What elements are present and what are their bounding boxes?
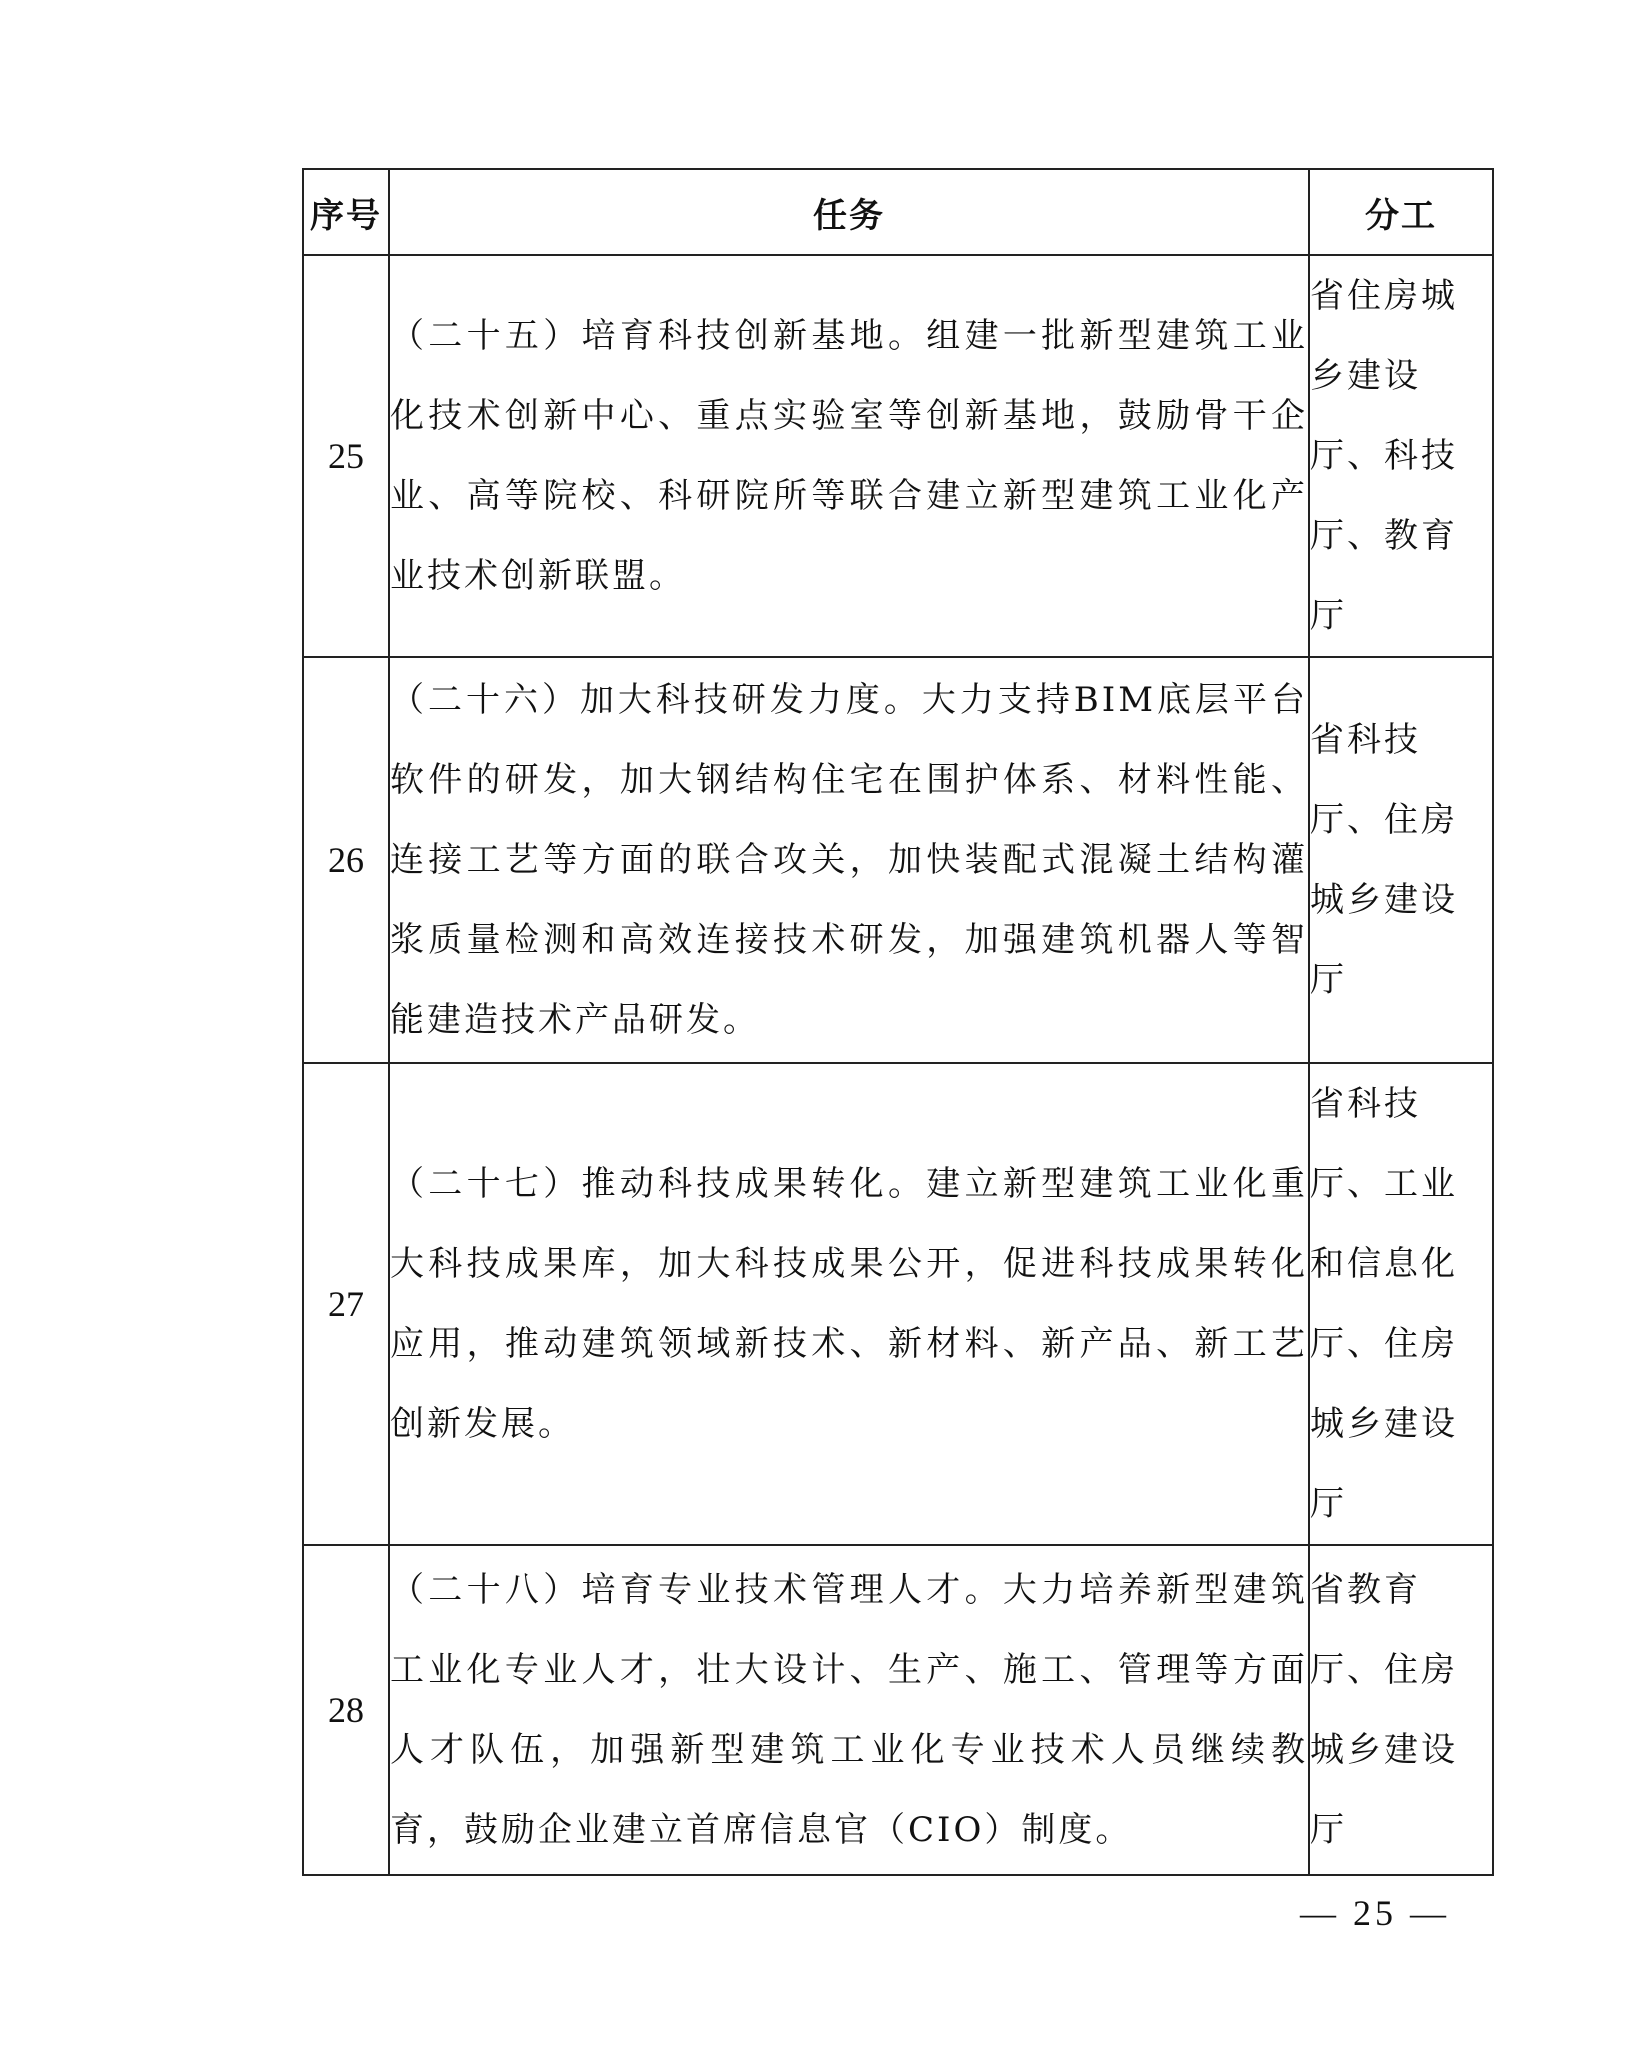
header-number: 序号 bbox=[303, 169, 389, 255]
row-task: （二十八）培育专业技术管理人才。大力培养新型建筑工业化专业人才，壮大设计、生产、施工、管理等方面人才队伍，加强新型建筑工业化专业技术人员继续教育，鼓励企业建立首席信息官（CIO）制度。 bbox=[389, 1545, 1309, 1875]
table-row bbox=[303, 1063, 1493, 1545]
table-row bbox=[303, 657, 1493, 1063]
page-number: — 25 — bbox=[1300, 1893, 1450, 1933]
header-division: 分工 bbox=[1309, 169, 1493, 255]
row-task: （二十五）培育科技创新基地。组建一批新型建筑工业化技术创新中心、重点实验室等创新基地，鼓励骨干企业、高等院校、科研院所等联合建立新型建筑工业化产业技术创新联盟。 bbox=[389, 255, 1309, 657]
row-number: 27 bbox=[303, 1063, 389, 1545]
row-number: 28 bbox=[303, 1545, 389, 1875]
row-task: （二十七）推动科技成果转化。建立新型建筑工业化重大科技成果库，加大科技成果公开，促进科技成果转化应用，推动建筑领域新技术、新材料、新产品、新工艺创新发展。 bbox=[389, 1063, 1309, 1545]
table-header-row bbox=[303, 169, 1493, 255]
task-division-table bbox=[302, 168, 1494, 1876]
row-division: 省住房城乡建设厅、科技厅、教育厅 bbox=[1309, 255, 1493, 657]
row-task: （二十六）加大科技研发力度。大力支持BIM底层平台软件的研发，加大钢结构住宅在围护体系、材料性能、连接工艺等方面的联合攻关，加快装配式混凝土结构灌浆质量检测和高效连接技术研发，加强建筑机器人等智能建造技术产品研发。 bbox=[389, 657, 1309, 1063]
row-division: 省教育厅、住房城乡建设厅 bbox=[1309, 1545, 1493, 1875]
table-row bbox=[303, 255, 1493, 657]
table-row bbox=[303, 1545, 1493, 1875]
row-division: 省科技厅、工业和信息化厅、住房城乡建设厅 bbox=[1309, 1063, 1493, 1545]
row-number: 26 bbox=[303, 657, 389, 1063]
header-task: 任务 bbox=[389, 169, 1309, 255]
row-division: 省科技厅、住房城乡建设厅 bbox=[1309, 657, 1493, 1063]
row-number: 25 bbox=[303, 255, 389, 657]
